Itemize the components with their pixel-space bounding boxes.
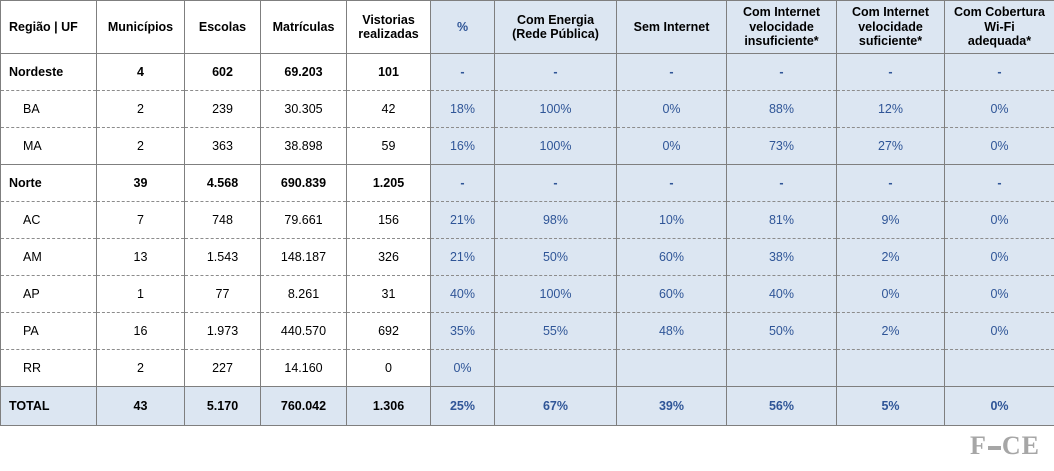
table-row-group bbox=[1, 54, 1054, 91]
cell-r0-c0: Nordeste bbox=[1, 54, 97, 91]
cell-r6-c8: 40% bbox=[727, 276, 837, 313]
column-header-internet-insuficiente: Com Internet velocidade insuficiente* bbox=[727, 1, 837, 54]
cell-r5-c2: 1.543 bbox=[185, 239, 261, 276]
cell-r1-c3: 30.305 bbox=[261, 91, 347, 128]
cell-r1-c4: 42 bbox=[347, 91, 431, 128]
cell-r1-c6: 100% bbox=[495, 91, 617, 128]
table-body bbox=[1, 54, 1054, 426]
table-header bbox=[1, 1, 1054, 54]
cell-r7-c0: PA bbox=[1, 313, 97, 350]
logo-bar-icon bbox=[988, 446, 1001, 450]
cell-r0-c9: - bbox=[837, 54, 945, 91]
cell-r8-c8 bbox=[727, 350, 837, 387]
cell-r9-c9: 5% bbox=[837, 387, 945, 426]
cell-r4-c8: 81% bbox=[727, 202, 837, 239]
cell-r0-c2: 602 bbox=[185, 54, 261, 91]
table-row bbox=[1, 239, 1054, 276]
cell-r4-c1: 7 bbox=[97, 202, 185, 239]
column-header-percent: % bbox=[431, 1, 495, 54]
table-row bbox=[1, 202, 1054, 239]
logo-text-left: F bbox=[969, 431, 987, 460]
cell-r1-c8: 88% bbox=[727, 91, 837, 128]
cell-r9-c2: 5.170 bbox=[185, 387, 261, 426]
cell-r2-c7: 0% bbox=[617, 128, 727, 165]
cell-r9-c1: 43 bbox=[97, 387, 185, 426]
cell-r9-c6: 67% bbox=[495, 387, 617, 426]
cell-r5-c9: 2% bbox=[837, 239, 945, 276]
cell-r0-c3: 69.203 bbox=[261, 54, 347, 91]
cell-r4-c2: 748 bbox=[185, 202, 261, 239]
cell-r3-c2: 4.568 bbox=[185, 165, 261, 202]
column-header-escolas: Escolas bbox=[185, 1, 261, 54]
cell-r7-c5: 35% bbox=[431, 313, 495, 350]
cell-r2-c3: 38.898 bbox=[261, 128, 347, 165]
column-header-wifi-adequada: Com Cobertura Wi-Fi adequada* bbox=[945, 1, 1054, 54]
column-header-sem-internet: Sem Internet bbox=[617, 1, 727, 54]
cell-r7-c10: 0% bbox=[945, 313, 1054, 350]
cell-r6-c5: 40% bbox=[431, 276, 495, 313]
cell-r6-c10: 0% bbox=[945, 276, 1054, 313]
table-row-group bbox=[1, 165, 1054, 202]
table-row-total bbox=[1, 387, 1054, 426]
cell-r6-c0: AP bbox=[1, 276, 97, 313]
cell-r7-c1: 16 bbox=[97, 313, 185, 350]
cell-r4-c9: 9% bbox=[837, 202, 945, 239]
cell-r4-c3: 79.661 bbox=[261, 202, 347, 239]
cell-r1-c10: 0% bbox=[945, 91, 1054, 128]
column-header-regiao-uf: Região | UF bbox=[1, 1, 97, 54]
cell-r3-c7: - bbox=[617, 165, 727, 202]
table-row bbox=[1, 276, 1054, 313]
cell-r3-c9: - bbox=[837, 165, 945, 202]
cell-r8-c10 bbox=[945, 350, 1054, 387]
cell-r5-c0: AM bbox=[1, 239, 97, 276]
cell-r4-c6: 98% bbox=[495, 202, 617, 239]
cell-r2-c10: 0% bbox=[945, 128, 1054, 165]
cell-r1-c2: 239 bbox=[185, 91, 261, 128]
cell-r6-c3: 8.261 bbox=[261, 276, 347, 313]
cell-r2-c1: 2 bbox=[97, 128, 185, 165]
cell-r7-c3: 440.570 bbox=[261, 313, 347, 350]
cell-r8-c2: 227 bbox=[185, 350, 261, 387]
column-header-com-energia: Com Energia (Rede Pública) bbox=[495, 1, 617, 54]
table-row bbox=[1, 313, 1054, 350]
cell-r2-c5: 16% bbox=[431, 128, 495, 165]
cell-r4-c7: 10% bbox=[617, 202, 727, 239]
cell-r8-c9 bbox=[837, 350, 945, 387]
cell-r2-c8: 73% bbox=[727, 128, 837, 165]
cell-r8-c3: 14.160 bbox=[261, 350, 347, 387]
cell-r6-c6: 100% bbox=[495, 276, 617, 313]
cell-r6-c1: 1 bbox=[97, 276, 185, 313]
cell-r0-c1: 4 bbox=[97, 54, 185, 91]
cell-r3-c0: Norte bbox=[1, 165, 97, 202]
cell-r8-c5: 0% bbox=[431, 350, 495, 387]
cell-r8-c0: RR bbox=[1, 350, 97, 387]
cell-r7-c6: 55% bbox=[495, 313, 617, 350]
cell-r8-c4: 0 bbox=[347, 350, 431, 387]
cell-r2-c6: 100% bbox=[495, 128, 617, 165]
column-header-internet-suficiente: Com Internet velocidade suficiente* bbox=[837, 1, 945, 54]
logo-text-mid: CE bbox=[1001, 431, 1040, 460]
cell-r9-c10: 0% bbox=[945, 387, 1054, 426]
cell-r8-c6 bbox=[495, 350, 617, 387]
cell-r0-c10: - bbox=[945, 54, 1054, 91]
cell-r6-c7: 60% bbox=[617, 276, 727, 313]
cell-r2-c4: 59 bbox=[347, 128, 431, 165]
cell-r5-c5: 21% bbox=[431, 239, 495, 276]
cell-r7-c4: 692 bbox=[347, 313, 431, 350]
cell-r7-c7: 48% bbox=[617, 313, 727, 350]
cell-r3-c6: - bbox=[495, 165, 617, 202]
cell-r8-c1: 2 bbox=[97, 350, 185, 387]
cell-r0-c8: - bbox=[727, 54, 837, 91]
cell-r9-c7: 39% bbox=[617, 387, 727, 426]
cell-r6-c9: 0% bbox=[837, 276, 945, 313]
cell-r1-c7: 0% bbox=[617, 91, 727, 128]
cell-r2-c2: 363 bbox=[185, 128, 261, 165]
cell-r0-c4: 101 bbox=[347, 54, 431, 91]
cell-r7-c9: 2% bbox=[837, 313, 945, 350]
table-header-row bbox=[1, 1, 1054, 54]
table-row bbox=[1, 91, 1054, 128]
cell-r6-c4: 31 bbox=[347, 276, 431, 313]
cell-r3-c4: 1.205 bbox=[347, 165, 431, 202]
cell-r1-c1: 2 bbox=[97, 91, 185, 128]
cell-r3-c1: 39 bbox=[97, 165, 185, 202]
cell-r5-c8: 38% bbox=[727, 239, 837, 276]
cell-r5-c10: 0% bbox=[945, 239, 1054, 276]
cell-r4-c0: AC bbox=[1, 202, 97, 239]
cell-r4-c5: 21% bbox=[431, 202, 495, 239]
column-header-matriculas: Matrículas bbox=[261, 1, 347, 54]
cell-r7-c2: 1.973 bbox=[185, 313, 261, 350]
cell-r5-c1: 13 bbox=[97, 239, 185, 276]
table-row bbox=[1, 350, 1054, 387]
cell-r9-c0: TOTAL bbox=[1, 387, 97, 426]
cell-r6-c2: 77 bbox=[185, 276, 261, 313]
cell-r2-c0: MA bbox=[1, 128, 97, 165]
cell-r3-c5: - bbox=[431, 165, 495, 202]
cell-r5-c3: 148.187 bbox=[261, 239, 347, 276]
cell-r4-c10: 0% bbox=[945, 202, 1054, 239]
cell-r3-c8: - bbox=[727, 165, 837, 202]
column-header-vistorias-realizadas: Vistorias realizadas bbox=[347, 1, 431, 54]
cell-r0-c5: - bbox=[431, 54, 495, 91]
cell-r0-c7: - bbox=[617, 54, 727, 91]
cell-r8-c7 bbox=[617, 350, 727, 387]
cell-r9-c5: 25% bbox=[431, 387, 495, 426]
cell-r5-c6: 50% bbox=[495, 239, 617, 276]
cell-r1-c9: 12% bbox=[837, 91, 945, 128]
table-row bbox=[1, 128, 1054, 165]
cell-r7-c8: 50% bbox=[727, 313, 837, 350]
face-logo bbox=[970, 431, 1040, 461]
cell-r5-c7: 60% bbox=[617, 239, 727, 276]
cell-r0-c6: - bbox=[495, 54, 617, 91]
cell-r2-c9: 27% bbox=[837, 128, 945, 165]
cell-r4-c4: 156 bbox=[347, 202, 431, 239]
cell-r9-c8: 56% bbox=[727, 387, 837, 426]
cell-r9-c3: 760.042 bbox=[261, 387, 347, 426]
cell-r1-c5: 18% bbox=[431, 91, 495, 128]
cell-r1-c0: BA bbox=[1, 91, 97, 128]
cell-r3-c3: 690.839 bbox=[261, 165, 347, 202]
column-header-municipios: Municípios bbox=[97, 1, 185, 54]
cell-r3-c10: - bbox=[945, 165, 1054, 202]
cell-r9-c4: 1.306 bbox=[347, 387, 431, 426]
cell-r5-c4: 326 bbox=[347, 239, 431, 276]
